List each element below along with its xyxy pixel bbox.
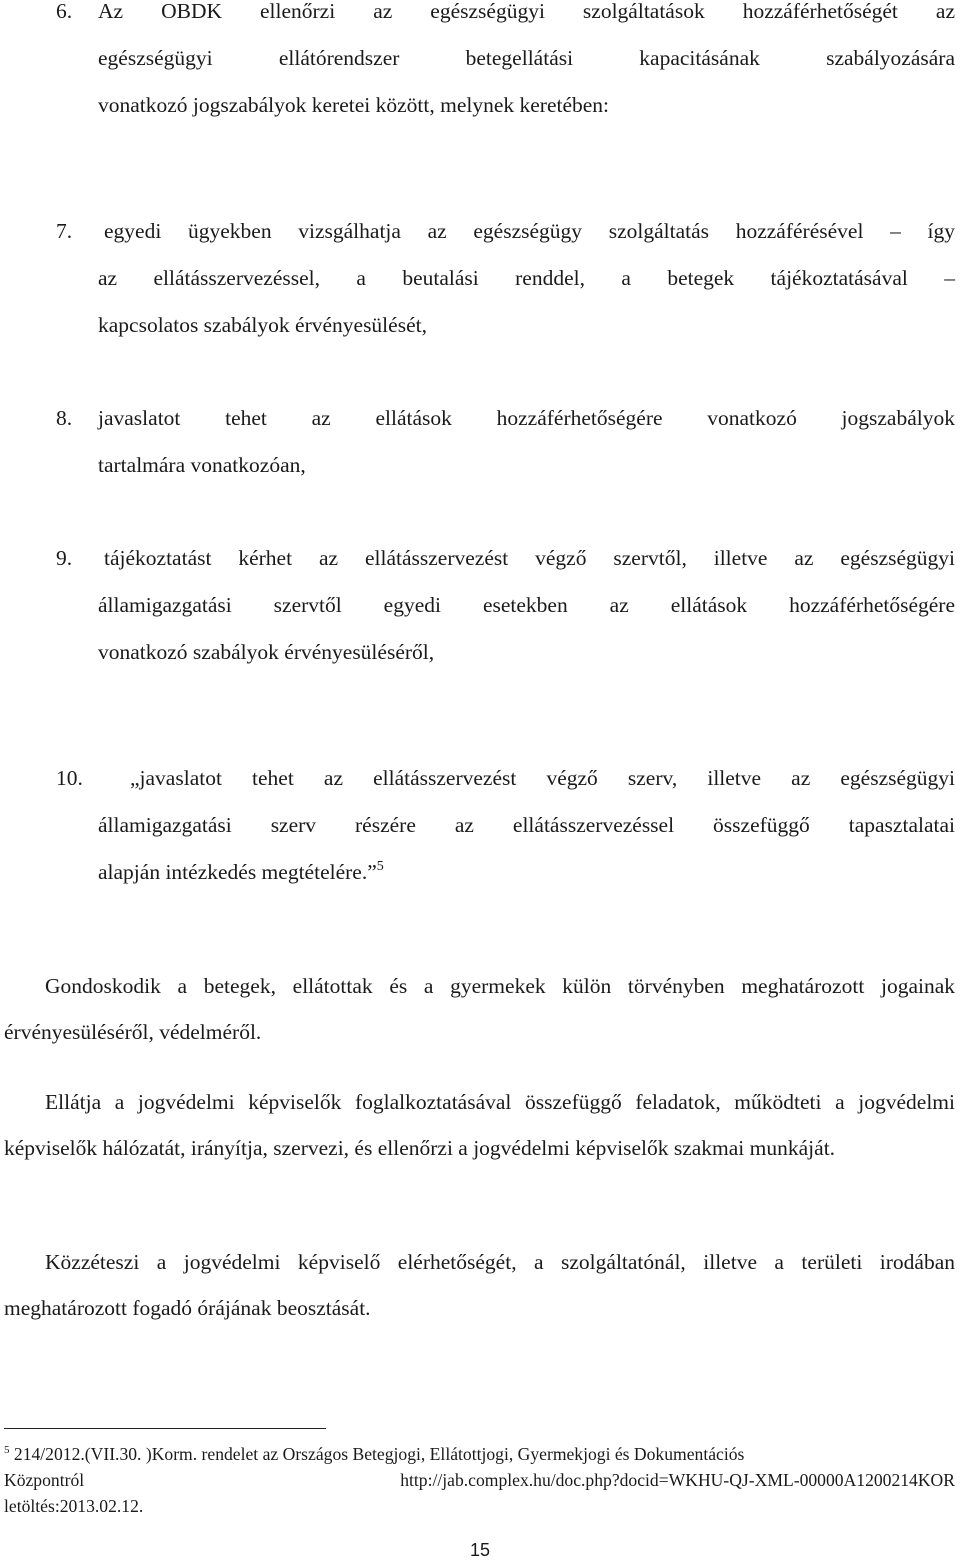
footnote-source: Központról: [4, 1470, 85, 1490]
text-line: kapcsolatos szabályok érvényesülését,: [98, 313, 427, 337]
list-number: 8.: [56, 406, 73, 430]
paragraph: Közzéteszi a jogvédelmi képviselő elérhetőségét, a szolgáltatónál, illetve a területi irodában meghatározott fogadó órájának beosztását.: [4, 1250, 955, 1320]
footnote-citation: 214/2012.(VII.30. )Korm. rendelet az Országos Betegjogi, Ellátottjogi, Gyermekjogi és Dokumentációs: [13, 1444, 745, 1464]
list-text: [98, 0, 955, 129]
paragraph: Ellátja a jogvédelmi képviselők foglalkoztatásával összefüggő feladatok, működteti a jogvédelmi képviselők hálózatát, irányítja, szervezi, és ellenőrzi a jogvédelmi képviselők szakmai munkáját.: [4, 1090, 955, 1160]
list-number: 9.: [56, 546, 73, 570]
list-number: 10.: [56, 766, 83, 790]
list-number: 6.: [56, 0, 73, 23]
footnote-line: [4, 1493, 955, 1519]
text-line: Az OBDK ellenőrzi az egészségügyi szolgáltatások hozzáférhetőségét az: [98, 0, 955, 23]
text-line: vonatkozó szabályok érvényesüléséről,: [98, 640, 435, 664]
text-line: [98, 849, 955, 896]
footnote-mark: 5: [4, 1444, 10, 1456]
text-line: az ellátásszervezéssel, a beutalási renddel, a betegek tájékoztatásával –: [98, 266, 955, 290]
paragraph: Gondoskodik a betegek, ellátottak és a gyermekek külön törvényben meghatározott jogainak érvényesüléséről, védelméről.: [4, 974, 955, 1044]
footnote-separator: [4, 1428, 326, 1429]
footnote: [4, 1441, 955, 1519]
text-line: államigazgatási szervtől egyedi esetekben az ellátások hozzáférhetőségére: [98, 593, 955, 617]
text-line: tartalmára vonatkozóan,: [98, 453, 306, 477]
footnote-url[interactable]: http://jab.complex.hu/doc.php?docid=WKHU-QJ-XML-00000A1200214KOR: [400, 1470, 955, 1490]
text-line: tájékoztatást kérhet az ellátásszervezést végző szervtől, illetve az egészségügyi: [104, 546, 955, 570]
text-line: államigazgatási szerv részére az ellátásszervezéssel összefüggő tapasztalatai: [98, 813, 955, 837]
list-text: [98, 535, 955, 676]
page-number: 15: [469, 1540, 491, 1560]
text-line: egyedi ügyekben vizsgálhatja az egészségügy szolgáltatás hozzáférésével – így: [104, 219, 955, 243]
text-fragment: alapján intézkedés megtételére.”: [98, 860, 377, 884]
footnote-line: [4, 1467, 955, 1493]
footnote-line: [4, 1441, 955, 1467]
list-text: [98, 208, 955, 349]
text-line: „javaslatot tehet az ellátásszervezést végző szerv, illetve az egészségügyi: [130, 766, 955, 790]
footnote-reference[interactable]: 5: [376, 859, 384, 874]
footnote-download-date: letöltés:2013.02.12.: [4, 1496, 144, 1516]
footnote-text: [4, 1441, 744, 1467]
text-line: egészségügyi ellátórendszer betegellátási kapacitásának szabályozására: [98, 46, 955, 70]
text-line: javaslatot tehet az ellátások hozzáférhetőségére vonatkozó jogszabályok: [98, 406, 955, 430]
text-line: vonatkozó jogszabályok keretei között, melynek keretében:: [98, 93, 610, 117]
list-text: [98, 755, 955, 896]
list-number: 7.: [56, 219, 73, 243]
list-text: [98, 395, 955, 489]
